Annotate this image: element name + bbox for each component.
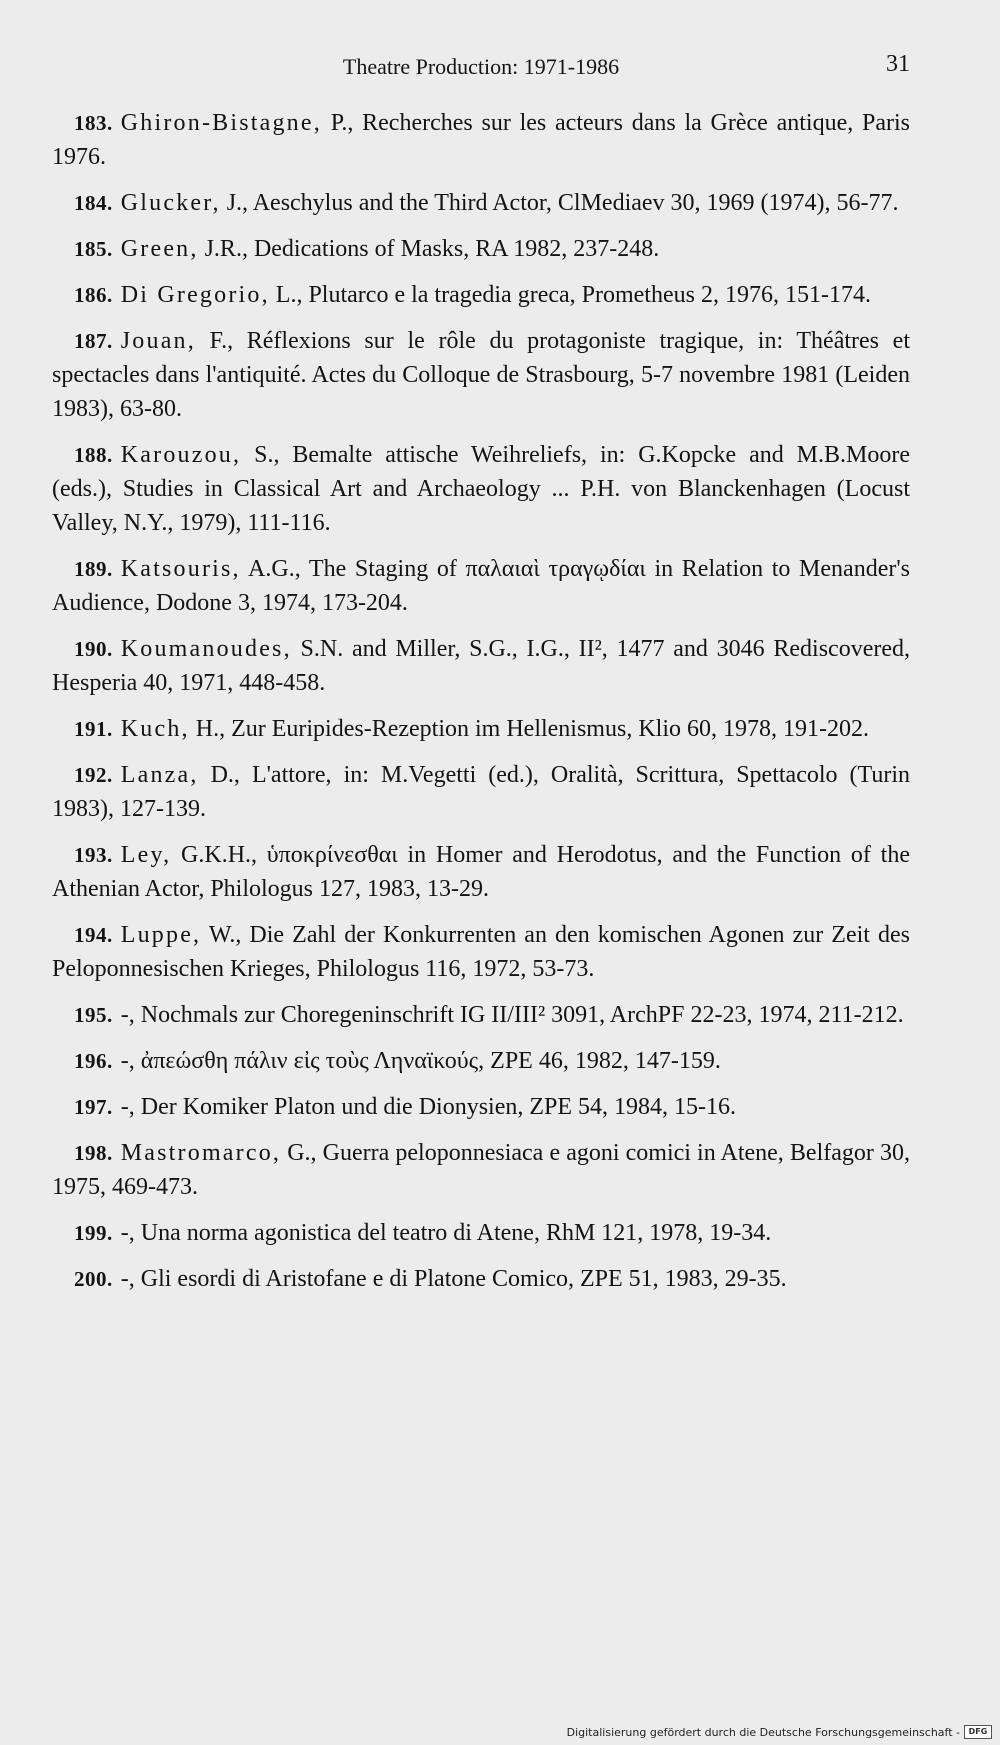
entry-author: Lanza, xyxy=(120,762,199,788)
bibliography-entry xyxy=(52,552,910,620)
entry-number: 183. xyxy=(74,111,113,135)
entry-author: Koumanoudes, xyxy=(120,636,292,662)
bibliography-entry xyxy=(52,918,910,986)
entry-text: -, Nochmals zur Choregeninschrift IG II/III² 3091, ArchPF 22-23, 1974, 211-212. xyxy=(120,1002,904,1028)
entry-author: Green, xyxy=(120,236,199,262)
entry-text: J.R., Dedications of Masks, RA 1982, 237-248. xyxy=(198,236,660,262)
bibliography-entry xyxy=(52,1044,910,1078)
bibliography-entry xyxy=(52,106,910,174)
entry-number: 188. xyxy=(74,443,113,467)
entry-text: L., Plutarco e la tragedia greca, Prometheus 2, 1976, 151-174. xyxy=(269,282,871,308)
entry-number: 195. xyxy=(74,1003,113,1027)
bibliography-entry xyxy=(52,278,910,312)
entry-text: -, Der Komiker Platon und die Dionysien, ZPE 54, 1984, 15-16. xyxy=(120,1094,737,1120)
entry-number: 193. xyxy=(74,843,113,867)
entry-number: 200. xyxy=(74,1267,113,1291)
entry-author: Karouzou, xyxy=(120,442,242,468)
bibliography-entry xyxy=(52,838,910,906)
entry-author: Mastromarco, xyxy=(120,1140,282,1166)
entry-text: J., Aeschylus and the Third Actor, ClMediaev 30, 1969 (1974), 56-77. xyxy=(220,190,899,216)
bibliography-entry xyxy=(52,186,910,220)
bibliography-entry xyxy=(52,1216,910,1250)
bibliography-entry xyxy=(52,232,910,266)
entry-number: 187. xyxy=(74,329,113,353)
entry-text: H., Zur Euripides-Rezeption im Hellenismus, Klio 60, 1978, 191-202. xyxy=(189,716,869,742)
entry-text: G., Guerra peloponnesiaca e agoni comici in Atene, Belfagor 30, 1975, 469-473. xyxy=(52,1140,910,1200)
bibliography-entry xyxy=(52,324,910,426)
entry-text: G.K.H., ὑποκρίνεσθαι in Homer and Herodotus, and the Function of the Athenian Actor, Philologus 127, 1983, 13-29. xyxy=(52,842,910,902)
entry-text: S., Bemalte attische Weihreliefs, in: G.Kopcke and M.B.Moore (eds.), Studies in Classical Art and Archaeology ... P.H. von Blanckenhagen (Locust Valley, N.Y., 1979), 111-116. xyxy=(52,442,910,536)
entry-text: -, Una norma agonistica del teatro di Atene, RhM 121, 1978, 19-34. xyxy=(120,1220,772,1246)
entry-number: 186. xyxy=(74,283,113,307)
digitization-credit xyxy=(567,1725,992,1739)
entry-author: Luppe, xyxy=(120,922,202,948)
entry-text: W., Die Zahl der Konkurrenten an den komischen Agonen zur Zeit des Peloponnesischen Krieges, Philologus 116, 1972, 53-73. xyxy=(52,922,910,982)
entry-number: 198. xyxy=(74,1141,113,1165)
bibliography-list xyxy=(52,106,910,1308)
entry-text: P., Recherches sur les acteurs dans la Grèce antique, Paris 1976. xyxy=(52,110,910,170)
entry-number: 199. xyxy=(74,1221,113,1245)
bibliography-entry xyxy=(52,438,910,540)
entry-number: 191. xyxy=(74,717,113,741)
entry-number: 196. xyxy=(74,1049,113,1073)
bibliography-entry xyxy=(52,1136,910,1204)
entry-author: Glucker, xyxy=(120,190,221,216)
page-number: 31 xyxy=(886,51,910,77)
dfg-logo-icon: DFG xyxy=(964,1725,992,1739)
entry-author: Kuch, xyxy=(120,716,190,742)
bibliography-entry xyxy=(52,758,910,826)
entry-number: 185. xyxy=(74,237,113,261)
entry-text: S.N. and Miller, S.G., I.G., II², 1477 and 3046 Rediscovered, Hesperia 40, 1971, 448-458. xyxy=(52,636,910,696)
entry-text: F., Réflexions sur le rôle du protagoniste tragique, in: Théâtres et spectacles dans l'antiquité. Actes du Colloque de Strasbourg, 5-7 novembre 1981 (Leiden 1983), 63-80. xyxy=(52,328,910,422)
entry-author: Di Gregorio, xyxy=(120,282,270,308)
entry-number: 197. xyxy=(74,1095,113,1119)
entry-text: D., L'attore, in: M.Vegetti (ed.), Oralità, Scrittura, Spettacolo (Turin 1983), 127-139. xyxy=(52,762,910,822)
bibliography-entry xyxy=(52,998,910,1032)
entry-text: -, Gli esordi di Aristofane e di Platone Comico, ZPE 51, 1983, 29-35. xyxy=(120,1266,787,1292)
entry-author: Katsouris, xyxy=(120,556,241,582)
entry-text: -, ἀπεώσθη πάλιν εἰς τοὺς Ληναϊκούς, ZPE 46, 1982, 147-159. xyxy=(120,1048,721,1074)
bibliography-entry xyxy=(52,632,910,700)
entry-author: Jouan, xyxy=(120,328,196,354)
entry-number: 189. xyxy=(74,557,113,581)
entry-text: A.G., The Staging of παλαιαὶ τραγῳδίαι in Relation to Menander's Audience, Dodone 3, 1974, 173-204. xyxy=(52,556,910,616)
bibliography-entry xyxy=(52,1090,910,1124)
credit-text: Digitalisierung gefördert durch die Deutsche Forschungsgemeinschaft - xyxy=(566,1725,960,1739)
entry-number: 184. xyxy=(74,191,113,215)
entry-author: Ley, xyxy=(120,842,172,868)
running-head-title: Theatre Production: 1971-1986 xyxy=(342,54,620,79)
entry-number: 192. xyxy=(74,763,113,787)
running-head xyxy=(52,46,910,86)
bibliography-entry xyxy=(52,1262,910,1296)
entry-author: Ghiron-Bistagne, xyxy=(120,110,322,136)
entry-number: 194. xyxy=(74,923,113,947)
entry-number: 190. xyxy=(74,637,113,661)
bibliography-entry xyxy=(52,712,910,746)
